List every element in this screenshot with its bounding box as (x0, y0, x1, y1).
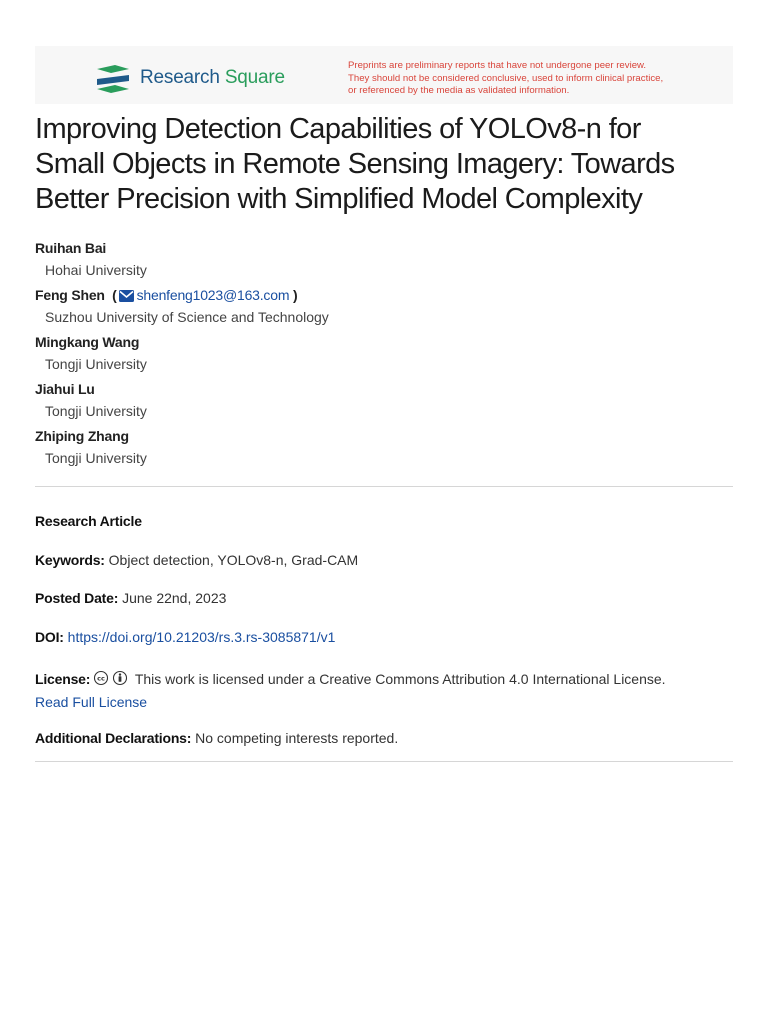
author-list (35, 237, 735, 472)
author-email-link[interactable]: shenfeng1023@163.com (136, 287, 290, 303)
declarations-row (35, 730, 735, 746)
title-line: Small Objects in Remote Sensing Imagery: Towards (35, 148, 675, 180)
cc-icon (95, 672, 108, 685)
author-affiliation: Hohai University (45, 262, 147, 278)
author-entry (35, 425, 735, 471)
article-type (35, 513, 735, 529)
logo-word-research: Research (140, 67, 220, 88)
read-full-license-link[interactable]: Read Full License (35, 694, 148, 710)
license-text: This work is licensed under a Creative Commons Attribution 4.0 International License. (134, 671, 666, 687)
keywords-row (35, 552, 735, 568)
author-name: Mingkang Wang (35, 334, 140, 350)
author-name: Zhiping Zhang (35, 428, 129, 444)
author-entry (35, 284, 735, 330)
disclaimer-line: They should not be considered conclusive, used to inform clinical practice, (348, 72, 664, 84)
author-affiliation: Tongji University (45, 403, 147, 419)
email-close-paren: ) (293, 287, 298, 303)
preprint-disclaimer (348, 60, 728, 98)
license-row (35, 668, 735, 714)
author-affiliation: Tongji University (45, 356, 147, 372)
research-square-logo-text (140, 67, 285, 89)
title-line: Better Precision with Simplified Model Complexity (35, 183, 643, 215)
paper-title (35, 112, 740, 217)
envelope-icon (119, 290, 134, 302)
license-label: License: (35, 671, 91, 687)
research-square-logo-icon (95, 65, 131, 93)
author-entry (35, 237, 735, 283)
section-divider (35, 761, 733, 762)
doi-label: DOI: (35, 629, 64, 645)
preprint-banner (35, 46, 733, 104)
email-open-paren: ( (108, 287, 117, 303)
author-affiliation: Tongji University (45, 450, 147, 466)
posted-date-row (35, 590, 735, 606)
by-attribution-icon (114, 672, 127, 685)
doi-row (35, 629, 735, 645)
doi-link[interactable]: https://doi.org/10.21203/rs.3.rs-3085871/v1 (67, 629, 336, 645)
author-affiliation: Suzhou University of Science and Technology (45, 309, 329, 325)
keywords-label: Keywords: (35, 552, 105, 568)
disclaimer-line: Preprints are preliminary reports that have not undergone peer review. (348, 60, 647, 71)
declarations-value: No competing interests reported. (195, 730, 399, 746)
author-entry (35, 378, 735, 424)
article-type-label: Research Article (35, 513, 142, 529)
author-name-row (35, 284, 735, 306)
author-entry (35, 331, 735, 377)
title-line: Improving Detection Capabilities of YOLOv8-n for (35, 113, 641, 145)
section-divider (35, 486, 733, 487)
posted-date-value: June 22nd, 2023 (122, 590, 227, 606)
author-name: Ruihan Bai (35, 240, 107, 256)
disclaimer-line: or referenced by the media as validated information. (348, 85, 570, 97)
keywords-value: Object detection, YOLOv8-n, Grad-CAM (108, 552, 359, 568)
author-name: Jiahui Lu (35, 381, 95, 397)
author-name: Feng Shen (35, 287, 105, 303)
posted-date-label: Posted Date: (35, 590, 119, 606)
svg-text:cc: cc (97, 674, 106, 683)
creative-commons-icons (93, 670, 129, 686)
logo-word-square: Square (224, 67, 285, 88)
declarations-label: Additional Declarations: (35, 730, 192, 746)
